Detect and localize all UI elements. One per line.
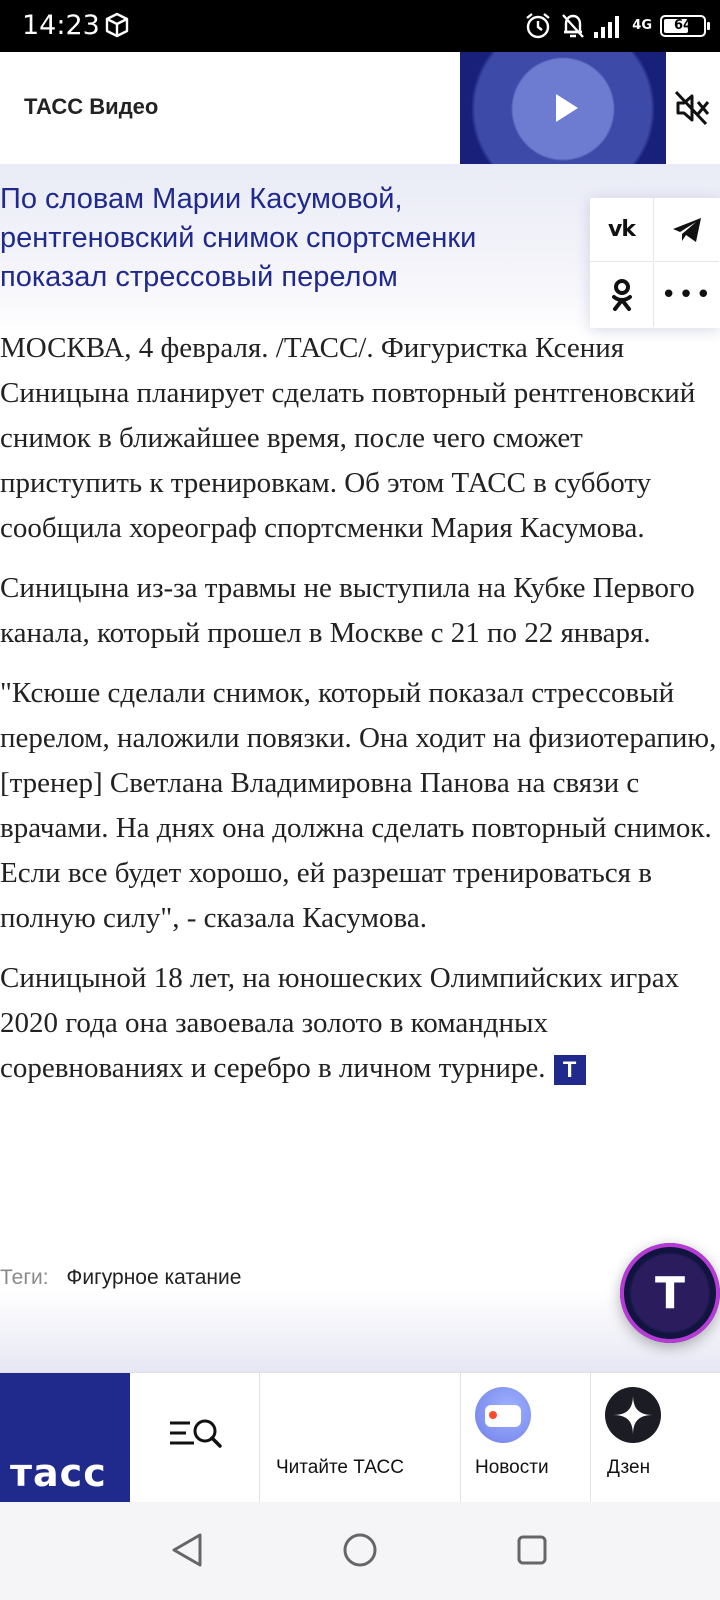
tass-floating-button[interactable]: Т (620, 1243, 720, 1343)
tass-end-mark: Т (554, 1055, 586, 1085)
status-icons (524, 11, 706, 41)
tass-logo-text: тасс (10, 1451, 107, 1495)
video-title[interactable]: ТАСС Видео (24, 94, 159, 119)
network-type: 4G (632, 18, 652, 33)
more-icon: ••• (660, 280, 713, 310)
dzen-icon (605, 1387, 661, 1443)
tags-label: Теги: (0, 1266, 49, 1289)
news-label: Новости (475, 1457, 549, 1478)
tags-row (0, 1266, 241, 1290)
article-paragraph-text: Синицыной 18 лет, на юношеских Олимпийских играх 2020 года она завоевала золото в командных соревнованиях и серебро в личном турнире. (0, 962, 680, 1084)
vk-icon: vk (608, 217, 635, 242)
telegram-icon (671, 216, 703, 244)
recents-icon[interactable] (516, 1534, 548, 1566)
back-icon[interactable] (170, 1532, 204, 1568)
article-paragraph: МОСКВА, 4 февраля. /ТАСС/. Фигуристка Ксения Синицына планирует сделать повторный рентгеновский снимок в ближайшее время, после чего сможет приступить к тренировкам. Об этом ТАСС в субботу сообщила хореограф спортсменки Мария Касумова. (0, 332, 696, 544)
menu-search-button[interactable] (130, 1373, 260, 1503)
menu-search-icon (168, 1417, 224, 1453)
home-icon[interactable] (342, 1532, 378, 1568)
system-nav-bar (0, 1502, 720, 1600)
alarm-icon (524, 12, 552, 40)
read-tass-label: Читайте ТАСС (276, 1457, 404, 1478)
dzen-button[interactable] (591, 1373, 720, 1503)
article-paragraph: Синицына из-за травмы не выступила на Кубке Первого канала, который прошел в Москве с 21 по 22 января. (0, 572, 695, 649)
video-bar (0, 52, 720, 164)
play-icon[interactable] (556, 94, 578, 122)
cube-icon (104, 12, 130, 38)
article-body (0, 326, 720, 1106)
signal-icon (594, 14, 624, 38)
mute-icon[interactable] (672, 88, 712, 128)
tass-logo[interactable] (0, 1373, 130, 1503)
notifications-off-icon (560, 12, 586, 40)
share-panel (590, 198, 720, 328)
article-paragraph-last (0, 956, 720, 1091)
dzen-label: Дзен (607, 1457, 651, 1478)
share-ok-button[interactable] (590, 263, 654, 327)
dzen-star-icon (605, 1387, 661, 1443)
battery-percent: 64 (673, 18, 693, 33)
news-button[interactable] (461, 1373, 591, 1503)
article-headline: По словам Марии Касумовой, рентгеновский снимок спортсменки показал стрессовый перелом (0, 183, 477, 293)
bottom-nav (0, 1372, 720, 1502)
share-vk-button[interactable] (590, 198, 654, 262)
status-bar (0, 0, 720, 52)
odnoklassniki-icon (610, 278, 634, 312)
battery-icon (660, 15, 706, 37)
tag-link[interactable]: Фигурное катание (66, 1266, 242, 1289)
share-telegram-button[interactable] (655, 198, 719, 262)
news-icon (475, 1387, 531, 1443)
read-tass-button[interactable] (260, 1373, 461, 1503)
bottom-fade (0, 1290, 720, 1372)
share-more-button[interactable] (655, 263, 719, 327)
article-paragraph: "Ксюше сделали снимок, который показал стрессовый перелом, наложили повязки. Она ходит на физиотерапию, [тренер] Светлана Владимировна Панова на связи с врачами. На днях она должна сделать повторный снимок. Если все будет хорошо, ей разрешат тренироваться в полную силу", - сказала Касумова. (0, 677, 717, 934)
status-time: 14:23 (22, 10, 100, 41)
